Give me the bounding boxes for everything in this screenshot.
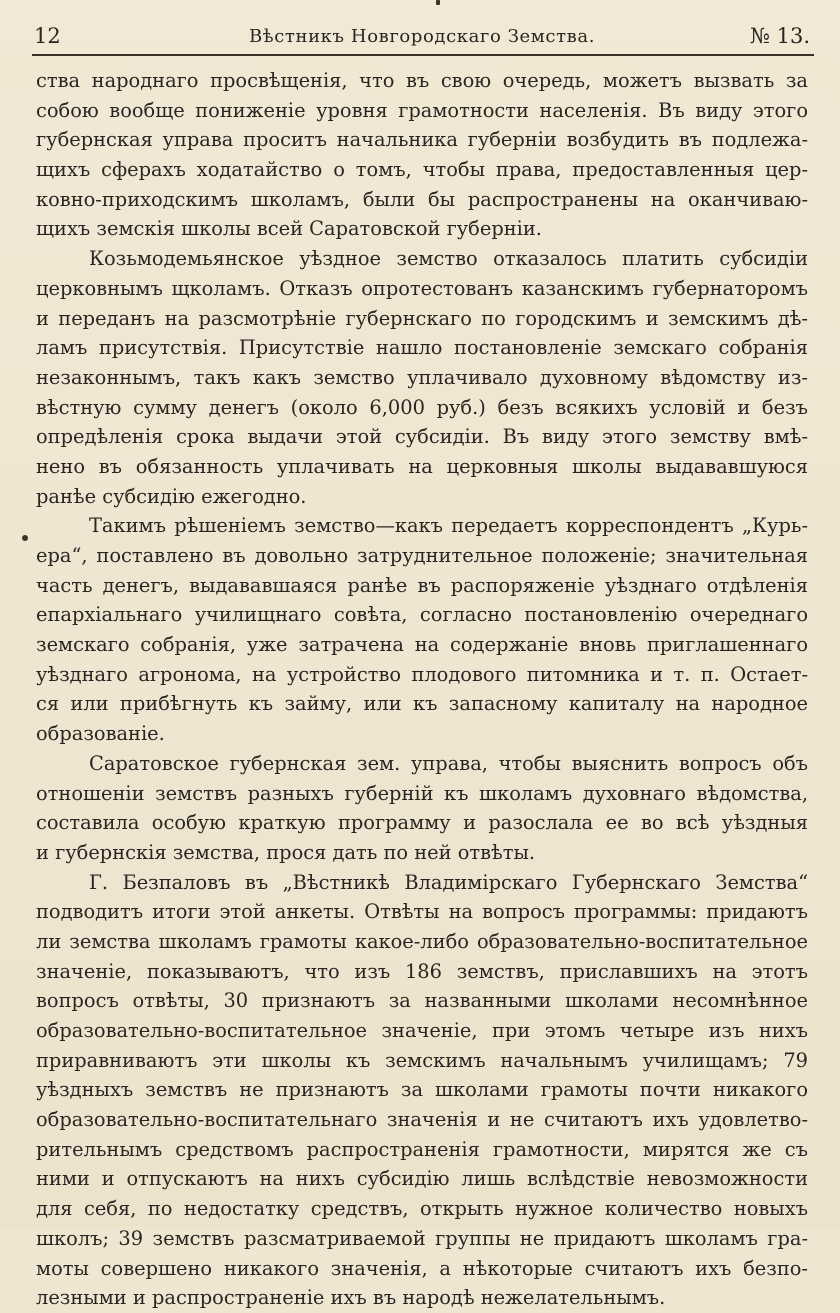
text-line: рительнымъ средствомъ распространенія грамотности, мирятся же съ (36, 1137, 808, 1161)
text-line: и губернскія земства, прося дать по ней отвѣты. (36, 840, 536, 864)
text-line: епархіальнаго училищнаго совѣта, согласно постановленію очереднаго (36, 603, 808, 627)
article-text (36, 66, 808, 1313)
text-line: земскаго собранія, уже затрачена на содержаніе вновь приглашеннаго (36, 633, 808, 657)
text-line: уѣзднаго агронома, на устройство плодового питомника и т. п. Остает- (36, 662, 808, 686)
text-line: щихъ сферахъ ходатайство о томъ, чтобы права, предоставленныя цер- (36, 158, 808, 182)
text-line: незаконнымъ, такъ какъ земство уплачивало духовному вѣдомству из- (36, 365, 808, 389)
text-line: вопросъ отвѣты, 30 признаютъ за названными школами несомнѣнное (36, 989, 808, 1013)
text-line: уѣздныхъ земствъ не признаютъ за школами грамоты почти никакого (36, 1078, 808, 1102)
text-line: для себя, по недостатку средствъ, открыть нужное количество новыхъ (36, 1197, 808, 1221)
text-line: опредѣленія срока выдачи этой субсидіи. Въ виду этого земству вмѣ- (36, 425, 808, 449)
text-line: образованіе. (36, 722, 165, 746)
text-line: Такимъ рѣшеніемъ земство—какъ передаетъ корреспондентъ „Курь- (89, 514, 808, 538)
text-line: церковнымъ щколамъ. Отказъ опротестованъ казанскимъ губернаторомъ (36, 276, 808, 300)
text-line: собою вообще пониженіе уровня грамотности населенія. Въ виду этого (36, 98, 808, 122)
text-line: значеніе, показываютъ, что изъ 186 земствъ, приславшихъ на этотъ (36, 959, 808, 983)
journal-title: Вѣстникъ Новгородскаго Земства. (248, 26, 596, 47)
text-line: ранѣе субсидію ежегодно. (36, 484, 307, 508)
text-line: моты совершено никакого значенія, а нѣкоторые считаютъ ихъ безпо- (36, 1256, 808, 1280)
text-line: щихъ земскія школы всей Саратовской губерніи. (36, 217, 542, 241)
text-line: нено въ обязанность уплачивать на церковныя школы выдававшуюся (36, 454, 808, 478)
text-line: ли земства школамъ грамоты какое-либо образовательно-воспитательное (36, 929, 808, 953)
text-line: вѣстную сумму денегъ (около 6,000 руб.) безъ всякихъ условій и безъ (36, 395, 808, 419)
text-line: ламъ присутствія. Присутствіе нашло постановленіе земскаго собранія (36, 336, 808, 360)
header-rule (32, 54, 814, 56)
text-line: школъ; 39 земствъ разсматриваемой группы не придаютъ школамъ гра- (36, 1226, 808, 1250)
text-line: подводитъ итоги этой анкеты. Отвѣты на вопросъ программы: придаютъ (36, 900, 808, 924)
text-line: ними и отпускаютъ на нихъ субсидію лишь вслѣдствіе невозможности (36, 1167, 808, 1191)
text-line: образовательно-воспитательнаго значенія и не считаютъ ихъ удовлетво- (36, 1108, 808, 1132)
text-line: губернская управа проситъ начальника губерніи возбудить въ подлежа- (36, 128, 808, 152)
running-header (34, 20, 810, 50)
issue-number: № 13. (750, 24, 810, 48)
text-line: ера“, поставлено въ довольно затруднительное положеніе; значительная (36, 544, 808, 567)
text-line: часть денегъ, выдававшаяся ранѣе въ распоряженіе уѣзднаго отдѣленія (36, 573, 808, 597)
text-line: ства народнаго просвѣщенія, что въ свою очередь, можетъ вызвать за (36, 69, 808, 92)
text-line: и переданъ на разсмотрѣніе губернскаго по городскимъ и земскимъ дѣ- (36, 306, 808, 330)
page-number: 12 (34, 24, 61, 48)
text-line: Козьмодемьянское уѣздное земство отказалось платить субсидіи (89, 247, 808, 271)
text-line: отношеніи земствъ разныхъ губерній къ школамъ духовнаго вѣдомства, (36, 781, 808, 805)
text-line: ся или прибѣгнуть къ займу, или къ запасному капиталу на народное (36, 692, 808, 716)
text-line: лезными и распространеніе ихъ въ народѣ нежелательнымъ. (36, 1286, 666, 1310)
text-line: образовательно-воспитательное значеніе, при этомъ четыре изъ нихъ (36, 1019, 808, 1042)
margin-mark (22, 535, 28, 541)
text-line: Саратовское губернская зем. управа, чтобы выяснить вопросъ объ (89, 751, 808, 775)
text-line: приравниваютъ эти школы къ земскимъ начальнымъ училищамъ; 79 (36, 1048, 808, 1072)
text-line: Г. Безпаловъ въ „Вѣстникѣ Владимірскаго Губернскаго Земства“ (89, 870, 808, 894)
text-line: ковно-приходскимъ школамъ, были бы распространены на оканчиваю- (36, 187, 808, 211)
ink-mark (436, 0, 440, 5)
text-line: составила особую краткую программу и разослала ее во всѣ уѣздныя (36, 811, 808, 835)
